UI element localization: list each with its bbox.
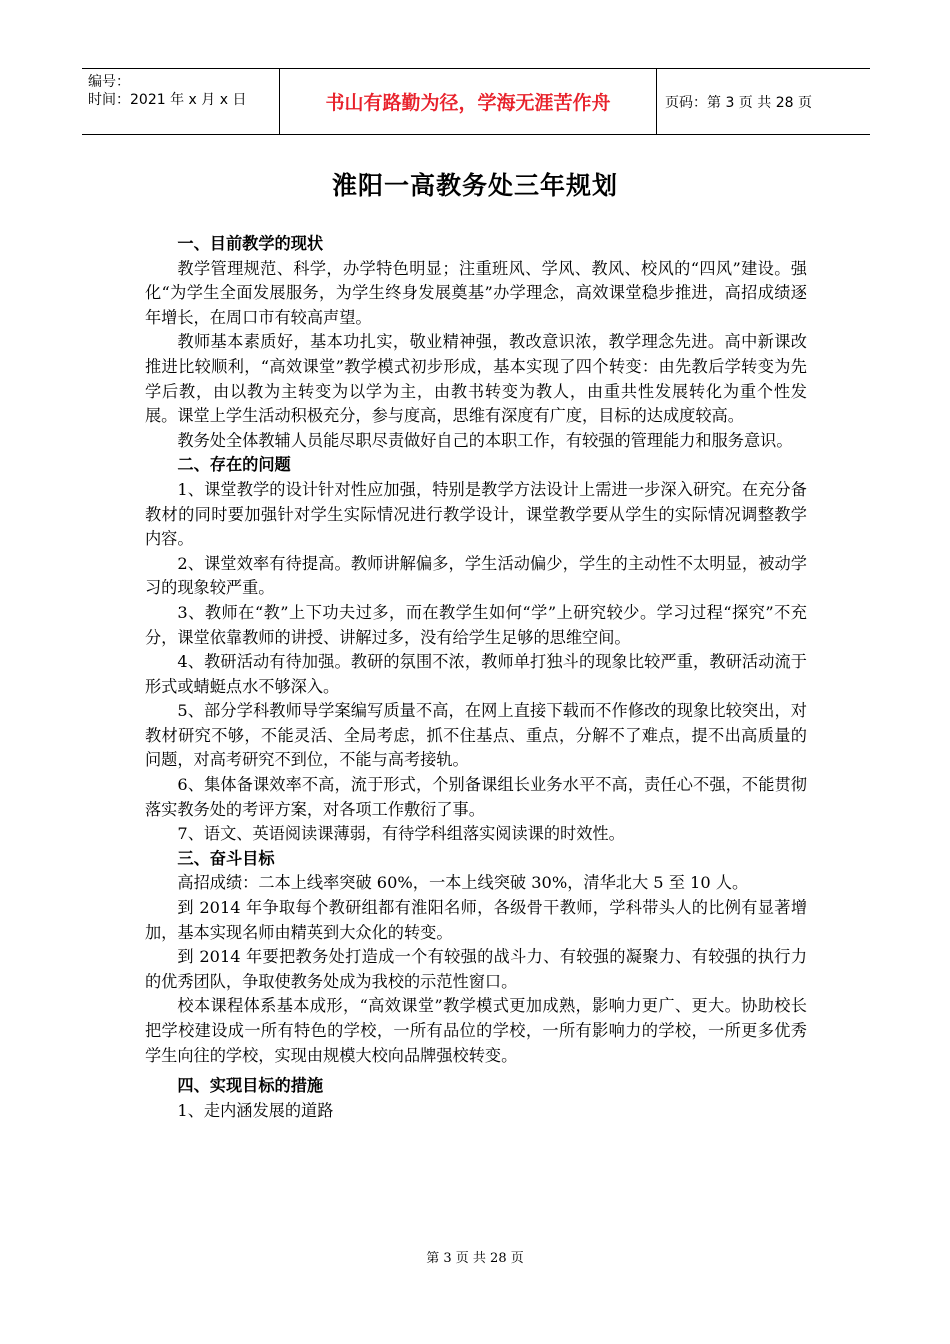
section-paragraph: 1、走内涵发展的道路 [177, 1100, 334, 1120]
section-paragraph: 教务处全体教辅人员能尽职尽责做好自己的本职工作，有较强的管理能力和服务意识。 [177, 430, 793, 450]
section-paragraph: 2、课堂效率有待提高。教师讲解偏多，学生活动偏少，学生的主动性不太明显，被动学习的现象较严重。 [145, 553, 807, 598]
header-number: 编号： [88, 74, 130, 90]
section-paragraph: 教学管理规范、科学，办学特色明显；注重班风、学风、教风、校风的“四风”建设。强化“为学生全面发展服务，为学生终身发展奠基”办学理念，高效课堂稳步推进，高招成绩逐年增长，在周口市有较高声望。 [145, 258, 807, 327]
section-paragraph: 到 2014 年要把教务处打造成一个有较强的战斗力、有较强的凝聚力、有较强的执行力的优秀团队，争取使教务处成为我校的示范性窗口。 [145, 947, 807, 991]
section-paragraph: 教师基本素质好，基本功扎实，敬业精神强，教改意识浓，教学理念先进。高中新课改推进比较顺利，“高效课堂”教学模式初步形成，基本实现了四个转变：由先教后学转变为先学后教，由以教为主转变为以学为主，由教书转变为教人，由重共性发展转化为重个性发展。课堂上学生活动积极充分，参与度高，思维有深度有广度，目标的达成度较高。 [145, 332, 807, 426]
document-body [145, 232, 807, 1123]
section-paragraph: 6、集体备课效率不高，流于形式，个别备课组长业务水平不高，责任心不强，不能贯彻落实教务处的考评方案，对各项工作敷衍了事。 [145, 775, 807, 819]
header-page-info: 页码：第 3 页 共 28 页 [665, 94, 812, 111]
section-paragraph: 校本课程体系基本成形，“高效课堂”教学模式更加成熟，影响力更广、更大。协助校长把学校建设成一所有特色的学校，一所有品位的学校，一所有影响力的学校，一所更多优秀学生向往的学校，实现由规模大校向品牌强校转变。 [145, 996, 807, 1065]
section-paragraph: 3、教师在“教”上下功夫过多，而在教学生如何“学”上研究较少。学习过程“探究”不充分，课堂依靠教师的讲授、讲解过多，没有给学生足够的思维空间。 [145, 602, 807, 647]
section-heading: 一、目前教学的现状 [177, 234, 324, 253]
section-heading: 四、实现目标的措施 [177, 1076, 324, 1096]
page-footer: 第 3 页 共 28 页 [426, 1251, 524, 1266]
page-header [82, 68, 870, 135]
header-meta [82, 69, 280, 134]
section-paragraph: 高招成绩：二本上线率突破 60%，一本上线突破 30%，清华北大 5 至 10 人。 [177, 873, 749, 893]
section-heading: 二、存在的问题 [177, 455, 291, 475]
document-title: 淮阳一高教务处三年规划 [331, 171, 618, 200]
section-heading: 三、奋斗目标 [177, 848, 275, 868]
section-paragraph: 到 2014 年争取每个教研组都有淮阳名师，各级骨干教师，学科带头人的比例有显著增加，基本实现名师由精英到大众化的转变。 [145, 898, 807, 942]
header-motto: 书山有路勤为径，学海无涯苦作舟 [280, 69, 657, 134]
header-date: 时间：2021 年 x 月 x 日 [88, 92, 247, 108]
section-paragraph: 4、教研活动有待加强。教研的氛围不浓，教师单打独斗的现象比较严重，教研活动流于形式或蜻蜓点水不够深入。 [145, 652, 807, 696]
section-paragraph: 1、课堂教学的设计针对性应加强，特别是教学方法设计上需进一步深入研究。在充分备教材的同时要加强针对学生实际情况进行教学设计，课堂教学要从学生的实际情况调整教学内容。 [145, 479, 807, 549]
section-paragraph: 7、语文、英语阅读课薄弱，有待学科组落实阅读课的时效性。 [177, 824, 625, 844]
section-paragraph: 5、部分学科教师导学案编写质量不高，在网上直接下载而不作修改的现象比较突出，对教材研究不够，不能灵活、全局考虑，抓不住基点、重点，分解不了难点，提不出高质量的问题，对高考研究不到位，不能与高考接轨。 [145, 701, 807, 770]
